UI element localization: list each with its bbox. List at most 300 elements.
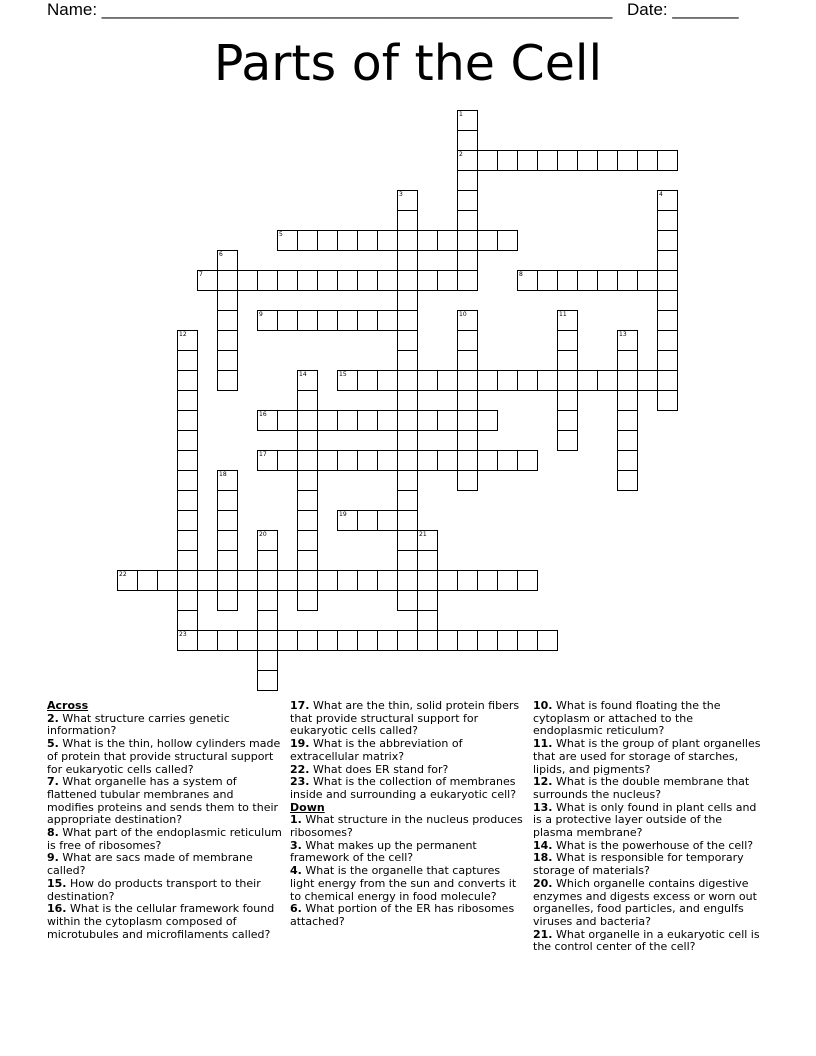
clue-item-text: How do products transport to their destination? xyxy=(47,876,261,903)
crossword-cell[interactable] xyxy=(177,350,198,371)
crossword-cell[interactable] xyxy=(277,270,298,291)
crossword-cell[interactable] xyxy=(297,530,318,551)
crossword-cell[interactable] xyxy=(177,470,198,491)
crossword-cell[interactable] xyxy=(217,550,238,571)
crossword-cell[interactable] xyxy=(177,510,198,531)
crossword-cell[interactable] xyxy=(637,150,658,171)
crossword-cell[interactable] xyxy=(397,370,418,391)
crossword-cell[interactable] xyxy=(177,590,198,611)
crossword-cell[interactable] xyxy=(297,550,318,571)
clue-item-text: What makes up the permanent framework of the cell? xyxy=(290,838,477,865)
clue-number: 13 xyxy=(619,331,627,338)
crossword-cell[interactable] xyxy=(637,370,658,391)
crossword-cell[interactable] xyxy=(377,450,398,471)
crossword-cell[interactable] xyxy=(617,370,638,391)
crossword-cell[interactable] xyxy=(377,270,398,291)
crossword-cell[interactable] xyxy=(657,210,678,231)
crossword-cell[interactable] xyxy=(257,270,278,291)
clue-number: 5 xyxy=(279,231,283,238)
clue-item-text: What is the cellular framework found within the cytoplasm composed of microtubules and microfilaments called? xyxy=(47,902,275,941)
crossword-cell[interactable] xyxy=(457,270,478,291)
crossword-cell[interactable] xyxy=(617,450,638,471)
crossword-cell[interactable] xyxy=(457,350,478,371)
crossword-cell[interactable] xyxy=(617,270,638,291)
crossword-cell[interactable] xyxy=(197,570,218,591)
crossword-cell[interactable] xyxy=(357,630,378,651)
crossword-cell[interactable] xyxy=(657,350,678,371)
crossword-cell[interactable] xyxy=(457,230,478,251)
crossword-cell[interactable] xyxy=(177,330,198,351)
clue-item-number: 4. xyxy=(290,864,302,878)
clue-item xyxy=(47,827,282,852)
crossword-cell[interactable] xyxy=(277,630,298,651)
crossword-cell[interactable] xyxy=(397,510,418,531)
crossword-cell[interactable] xyxy=(357,450,378,471)
clue-item xyxy=(290,840,526,865)
crossword-cell[interactable] xyxy=(397,430,418,451)
crossword-cell[interactable] xyxy=(477,630,498,651)
clue-item-number: 17. xyxy=(290,699,310,712)
crossword-cell[interactable] xyxy=(397,330,418,351)
clue-item xyxy=(533,738,765,776)
crossword-cell[interactable] xyxy=(437,230,458,251)
crossword-cell[interactable] xyxy=(337,270,358,291)
crossword-cell[interactable] xyxy=(457,210,478,231)
clue-number: 7 xyxy=(199,271,203,278)
crossword-cell[interactable] xyxy=(377,370,398,391)
crossword-cell[interactable] xyxy=(297,310,318,331)
crossword-cell[interactable] xyxy=(377,410,398,431)
crossword-cell[interactable] xyxy=(217,270,238,291)
clue-item xyxy=(533,776,765,801)
crossword-cell[interactable] xyxy=(377,310,398,331)
clue-item-number: 10. xyxy=(533,699,553,712)
crossword-cell[interactable] xyxy=(297,490,318,511)
clue-number: 9 xyxy=(259,311,263,318)
crossword-cell[interactable] xyxy=(437,270,458,291)
crossword-cell[interactable] xyxy=(537,270,558,291)
crossword-cell[interactable] xyxy=(157,570,178,591)
clue-item xyxy=(533,878,765,929)
crossword-cell[interactable] xyxy=(397,390,418,411)
crossword-cell[interactable] xyxy=(357,370,378,391)
crossword-cell[interactable] xyxy=(397,410,418,431)
clue-item-number: 1. xyxy=(290,813,302,827)
crossword-cell[interactable] xyxy=(557,370,578,391)
crossword-cell[interactable] xyxy=(397,490,418,511)
crossword-cell[interactable] xyxy=(657,190,678,211)
crossword-cell[interactable] xyxy=(657,310,678,331)
clue-item xyxy=(533,929,765,954)
crossword-cell[interactable] xyxy=(177,450,198,471)
clue-item xyxy=(47,713,282,738)
crossword-cell[interactable] xyxy=(517,270,538,291)
crossword-cell[interactable] xyxy=(297,630,318,651)
crossword-cell[interactable] xyxy=(417,230,438,251)
crossword-cell[interactable] xyxy=(417,450,438,471)
crossword-cell[interactable] xyxy=(317,630,338,651)
clue-column-1 xyxy=(47,700,282,941)
crossword-cell[interactable] xyxy=(297,370,318,391)
crossword-cell[interactable] xyxy=(657,390,678,411)
crossword-cell[interactable] xyxy=(297,390,318,411)
crossword-cell[interactable] xyxy=(437,630,458,651)
crossword-cell[interactable] xyxy=(517,370,538,391)
crossword-cell[interactable] xyxy=(617,330,638,351)
crossword-cell[interactable] xyxy=(557,430,578,451)
crossword-cell[interactable] xyxy=(317,270,338,291)
crossword-cell[interactable] xyxy=(397,290,418,311)
crossword-cell[interactable] xyxy=(457,370,478,391)
crossword-cell[interactable] xyxy=(497,150,518,171)
clue-item-number: 14. xyxy=(533,838,553,852)
crossword-cell[interactable] xyxy=(257,650,278,671)
crossword-cell[interactable] xyxy=(477,450,498,471)
crossword-cell[interactable] xyxy=(137,570,158,591)
crossword-cell[interactable] xyxy=(477,410,498,431)
crossword-cell[interactable] xyxy=(537,630,558,651)
clue-number: 1 xyxy=(459,111,463,118)
crossword-cell[interactable] xyxy=(657,370,678,391)
crossword-cell[interactable] xyxy=(657,150,678,171)
crossword-cell[interactable] xyxy=(497,230,518,251)
crossword-cell[interactable] xyxy=(257,610,278,631)
crossword-cell[interactable] xyxy=(397,550,418,571)
crossword-cell[interactable] xyxy=(557,310,578,331)
crossword-cell[interactable] xyxy=(337,510,358,531)
clue-item-number: 23. xyxy=(290,775,310,789)
date-field[interactable]: Date: _______ xyxy=(627,0,739,19)
clue-item xyxy=(533,802,765,840)
clue-number: 20 xyxy=(259,531,267,538)
crossword-cell[interactable] xyxy=(477,230,498,251)
crossword-cell[interactable] xyxy=(337,310,358,331)
crossword-cell[interactable] xyxy=(257,570,278,591)
crossword-cell[interactable] xyxy=(257,410,278,431)
crossword-cell[interactable] xyxy=(457,430,478,451)
clue-number: 2 xyxy=(459,151,463,158)
crossword-cell[interactable] xyxy=(177,430,198,451)
crossword-cell[interactable] xyxy=(217,570,238,591)
crossword-cell[interactable] xyxy=(597,270,618,291)
clue-item-text: What structure carries genetic information? xyxy=(47,711,230,738)
crossword-cell[interactable] xyxy=(457,410,478,431)
crossword-cell[interactable] xyxy=(217,290,238,311)
crossword-cell[interactable] xyxy=(417,570,438,591)
clue-item xyxy=(290,738,526,763)
clue-item-text: Which organelle contains digestive enzymes and digests excess or worn out organelles, food particles, and engulfs viruses and bacteria? xyxy=(533,876,757,928)
crossword-cell[interactable] xyxy=(277,310,298,331)
clue-item-number: 11. xyxy=(533,737,553,751)
crossword-cell[interactable] xyxy=(337,450,358,471)
crossword-cell[interactable] xyxy=(177,570,198,591)
crossword-cell[interactable] xyxy=(457,310,478,331)
clue-item-text: What is the organelle that captures light energy from the sun and converts it to chemical energy in food molecule? xyxy=(290,864,517,903)
crossword-cell[interactable] xyxy=(657,230,678,251)
crossword-cell[interactable] xyxy=(557,330,578,351)
clue-item-text: What portion of the ER has ribosomes attached? xyxy=(290,902,515,928)
crossword-cell[interactable] xyxy=(297,430,318,451)
crossword-cell[interactable] xyxy=(417,550,438,571)
crossword-cell[interactable] xyxy=(257,310,278,331)
crossword-cell[interactable] xyxy=(557,350,578,371)
crossword-cell[interactable] xyxy=(337,230,358,251)
crossword-cell[interactable] xyxy=(657,330,678,351)
crossword-cell[interactable] xyxy=(457,250,478,271)
crossword-cell[interactable] xyxy=(397,570,418,591)
clue-item xyxy=(47,776,282,827)
crossword-cell[interactable] xyxy=(397,250,418,271)
clue-number: 19 xyxy=(339,511,347,518)
crossword-cell[interactable] xyxy=(337,630,358,651)
crossword-cell[interactable] xyxy=(417,610,438,631)
crossword-cell[interactable] xyxy=(257,450,278,471)
crossword-cell[interactable] xyxy=(517,630,538,651)
clue-item-text: What is the thin, hollow cylinders made of protein that provide structural support for eukaryotic cells called? xyxy=(47,737,281,776)
crossword-cell[interactable] xyxy=(357,310,378,331)
crossword-cell[interactable] xyxy=(257,550,278,571)
crossword-cell[interactable] xyxy=(377,510,398,531)
clue-number: 4 xyxy=(659,191,663,198)
crossword-cell[interactable] xyxy=(297,270,318,291)
crossword-cell[interactable] xyxy=(217,590,238,611)
crossword-cell[interactable] xyxy=(417,530,438,551)
down-heading: Down xyxy=(290,800,325,814)
crossword-cell[interactable] xyxy=(177,610,198,631)
crossword-cell[interactable] xyxy=(457,170,478,191)
crossword-cell[interactable] xyxy=(177,390,198,411)
crossword-cell[interactable] xyxy=(537,150,558,171)
crossword-cell[interactable] xyxy=(417,630,438,651)
clue-number: 14 xyxy=(299,371,307,378)
crossword-cell[interactable] xyxy=(197,630,218,651)
crossword-cell[interactable] xyxy=(617,470,638,491)
crossword-cell[interactable] xyxy=(217,490,238,511)
crossword-cell[interactable] xyxy=(177,530,198,551)
crossword-cell[interactable] xyxy=(417,270,438,291)
clue-item-number: 19. xyxy=(290,737,310,751)
clue-item-number: 16. xyxy=(47,902,67,916)
clue-item-text: What organelle in a eukaryotic cell is the control center of the cell? xyxy=(533,927,760,954)
clue-item xyxy=(533,852,765,877)
crossword-cell[interactable] xyxy=(377,570,398,591)
clue-item-number: 13. xyxy=(533,800,553,814)
crossword-cell[interactable] xyxy=(657,290,678,311)
page-title: Parts of the Cell xyxy=(213,35,603,92)
crossword-cell[interactable] xyxy=(397,270,418,291)
crossword-cell[interactable] xyxy=(657,270,678,291)
crossword-cell[interactable] xyxy=(217,630,238,651)
clue-number: 22 xyxy=(119,571,127,578)
crossword-cell[interactable] xyxy=(497,570,518,591)
crossword-cell[interactable] xyxy=(297,590,318,611)
clue-item-number: 15. xyxy=(47,876,67,890)
crossword-cell[interactable] xyxy=(637,270,658,291)
clue-number: 21 xyxy=(419,531,427,538)
crossword-cell[interactable] xyxy=(237,270,258,291)
crossword-cell[interactable] xyxy=(397,230,418,251)
crossword-cell[interactable] xyxy=(257,670,278,691)
crossword-cell[interactable] xyxy=(557,270,578,291)
crossword-cell[interactable] xyxy=(617,150,638,171)
crossword-cell[interactable] xyxy=(557,150,578,171)
crossword-cell[interactable] xyxy=(457,450,478,471)
crossword-cell[interactable] xyxy=(297,410,318,431)
crossword-cell[interactable] xyxy=(277,230,298,251)
crossword-cell[interactable] xyxy=(497,450,518,471)
crossword-cell[interactable] xyxy=(217,350,238,371)
crossword-cell[interactable] xyxy=(417,410,438,431)
crossword-cell[interactable] xyxy=(297,510,318,531)
crossword-cell[interactable] xyxy=(297,470,318,491)
crossword-cell[interactable] xyxy=(457,150,478,171)
crossword-cell[interactable] xyxy=(217,250,238,271)
crossword-cell[interactable] xyxy=(397,470,418,491)
clue-item xyxy=(47,852,282,877)
crossword-cell[interactable] xyxy=(277,570,298,591)
crossword-cell[interactable] xyxy=(457,470,478,491)
clue-item-number: 3. xyxy=(290,838,302,852)
clue-item-number: 9. xyxy=(47,851,59,865)
clue-number: 16 xyxy=(259,411,267,418)
crossword-cell[interactable] xyxy=(177,410,198,431)
crossword-cell[interactable] xyxy=(357,230,378,251)
clue-item-text: What is the collection of membranes inside and surrounding a eukaryotic cell? xyxy=(290,775,517,801)
crossword-cell[interactable] xyxy=(357,510,378,531)
clue-item-text: What structure in the nucleus produces ribosomes? xyxy=(290,813,523,840)
crossword-cell[interactable] xyxy=(417,590,438,611)
clue-item-text: What are sacs made of membrane called? xyxy=(47,851,253,878)
crossword-cell[interactable] xyxy=(337,370,358,391)
crossword-cell[interactable] xyxy=(557,410,578,431)
crossword-cell[interactable] xyxy=(257,630,278,651)
clue-item-text: What organelle has a system of flattened tubular membranes and modifies proteins and sends them to their appropriate destination? xyxy=(47,775,279,827)
crossword-cell[interactable] xyxy=(417,370,438,391)
crossword-cell[interactable] xyxy=(437,450,458,471)
crossword-cell[interactable] xyxy=(437,370,458,391)
clue-item-number: 5. xyxy=(47,737,59,751)
crossword-cell[interactable] xyxy=(577,370,598,391)
name-field[interactable]: Name: ______________________________________________________ xyxy=(47,0,613,19)
clue-item-text: What is the powerhouse of the cell? xyxy=(552,838,754,852)
crossword-cell[interactable] xyxy=(177,630,198,651)
crossword-cell[interactable] xyxy=(357,270,378,291)
crossword-cell[interactable] xyxy=(297,570,318,591)
crossword-cell[interactable] xyxy=(337,570,358,591)
clue-item-number: 6. xyxy=(290,902,302,916)
crossword-cell[interactable] xyxy=(217,310,238,331)
crossword-cell[interactable] xyxy=(117,570,138,591)
crossword-cell[interactable] xyxy=(517,570,538,591)
crossword-cell[interactable] xyxy=(297,230,318,251)
crossword-cell[interactable] xyxy=(317,570,338,591)
crossword-cell[interactable] xyxy=(377,630,398,651)
clue-item xyxy=(290,700,526,738)
crossword-cell[interactable] xyxy=(357,570,378,591)
crossword-cell[interactable] xyxy=(477,370,498,391)
crossword-cell[interactable] xyxy=(437,410,458,431)
clue-number: 8 xyxy=(519,271,523,278)
crossword-cell[interactable] xyxy=(557,390,578,411)
crossword-cell[interactable] xyxy=(397,590,418,611)
crossword-cell[interactable] xyxy=(397,450,418,471)
crossword-cell[interactable] xyxy=(517,450,538,471)
crossword-cell[interactable] xyxy=(397,310,418,331)
clue-column-3 xyxy=(533,700,765,954)
crossword-cell[interactable] xyxy=(537,370,558,391)
crossword-cell[interactable] xyxy=(577,270,598,291)
crossword-cell[interactable] xyxy=(277,450,298,471)
crossword-cell[interactable] xyxy=(457,390,478,411)
crossword-cell[interactable] xyxy=(217,510,238,531)
crossword-cell[interactable] xyxy=(177,370,198,391)
clue-number: 12 xyxy=(179,331,187,338)
crossword-cell[interactable] xyxy=(237,570,258,591)
crossword-cell[interactable] xyxy=(217,470,238,491)
crossword-cell[interactable] xyxy=(397,350,418,371)
clue-item-number: 22. xyxy=(290,762,310,776)
crossword-cell[interactable] xyxy=(297,450,318,471)
clue-item-text: What part of the endoplasmic reticulum is free of ribosomes? xyxy=(47,826,282,852)
crossword-cell[interactable] xyxy=(397,190,418,211)
crossword-cell[interactable] xyxy=(457,110,478,131)
crossword-cell[interactable] xyxy=(257,530,278,551)
crossword-cell[interactable] xyxy=(397,210,418,231)
crossword-cell[interactable] xyxy=(217,330,238,351)
crossword-cell[interactable] xyxy=(457,570,478,591)
clue-column-2 xyxy=(290,700,526,929)
crossword-cell[interactable] xyxy=(177,550,198,571)
crossword-cell[interactable] xyxy=(437,570,458,591)
crossword-cell[interactable] xyxy=(477,150,498,171)
crossword-cell[interactable] xyxy=(497,630,518,651)
crossword-cell[interactable] xyxy=(457,330,478,351)
crossword-cell[interactable] xyxy=(337,410,358,431)
crossword-cell[interactable] xyxy=(457,630,478,651)
crossword-cell[interactable] xyxy=(317,450,338,471)
crossword-cell[interactable] xyxy=(317,410,338,431)
crossword-cell[interactable] xyxy=(617,390,638,411)
clue-item-number: 2. xyxy=(47,711,59,725)
crossword-cell[interactable] xyxy=(617,350,638,371)
crossword-cell[interactable] xyxy=(217,530,238,551)
crossword-cell[interactable] xyxy=(397,530,418,551)
crossword-cell[interactable] xyxy=(597,150,618,171)
crossword-cell[interactable] xyxy=(577,150,598,171)
crossword-cell[interactable] xyxy=(357,410,378,431)
crossword-cell[interactable] xyxy=(397,630,418,651)
crossword-cell[interactable] xyxy=(617,410,638,431)
crossword-cell[interactable] xyxy=(177,490,198,511)
crossword-cell[interactable] xyxy=(477,570,498,591)
crossword-cell[interactable] xyxy=(197,270,218,291)
crossword-cell[interactable] xyxy=(497,370,518,391)
crossword-cell[interactable] xyxy=(237,630,258,651)
crossword-cell[interactable] xyxy=(317,230,338,251)
crossword-cell[interactable] xyxy=(257,590,278,611)
clue-number: 23 xyxy=(179,631,187,638)
crossword-cell[interactable] xyxy=(657,250,678,271)
crossword-cell[interactable] xyxy=(317,310,338,331)
crossword-cell[interactable] xyxy=(517,150,538,171)
crossword-cell[interactable] xyxy=(457,130,478,151)
crossword-cell[interactable] xyxy=(377,230,398,251)
crossword-cell[interactable] xyxy=(457,190,478,211)
crossword-cell[interactable] xyxy=(277,410,298,431)
crossword-cell[interactable] xyxy=(617,430,638,451)
crossword-cell[interactable] xyxy=(597,370,618,391)
crossword-cell[interactable] xyxy=(217,370,238,391)
